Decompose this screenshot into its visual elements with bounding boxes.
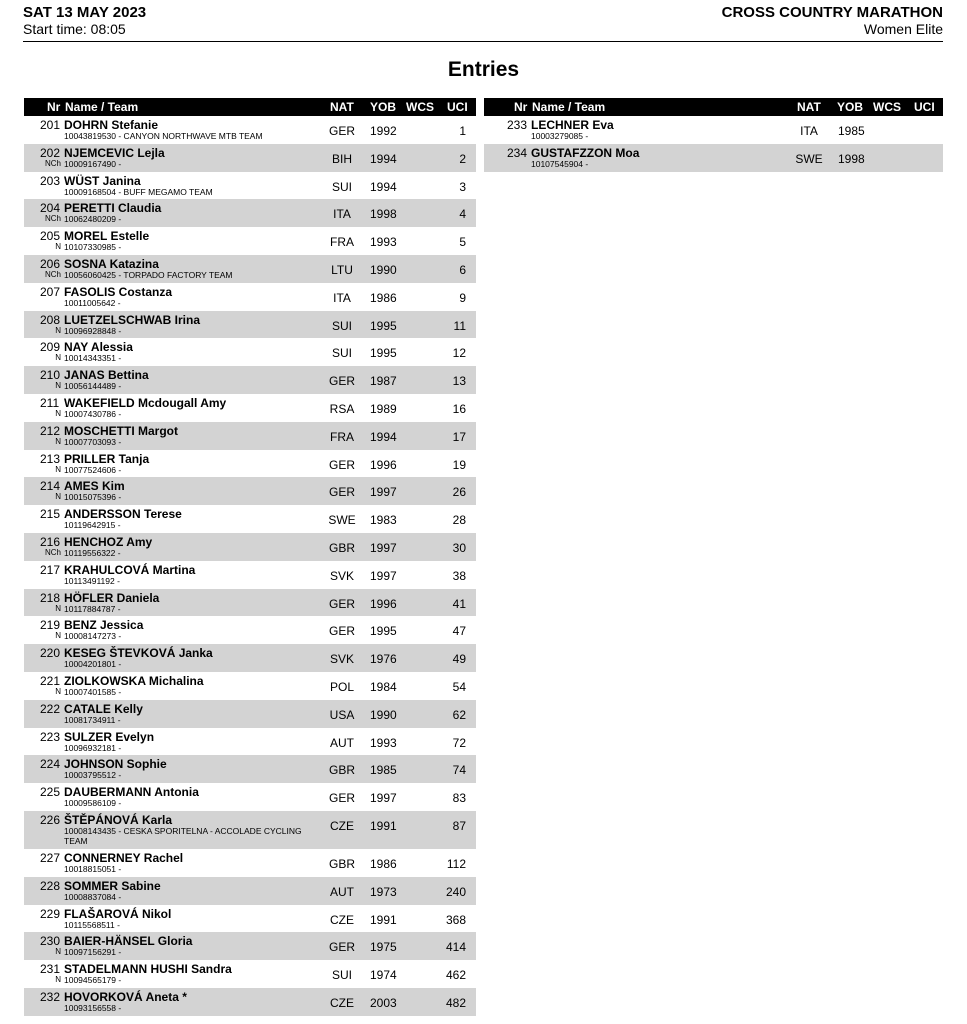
rider-name: SOSNA Katazina	[64, 256, 159, 271]
table-row	[24, 450, 476, 478]
rider-category: N	[55, 975, 61, 985]
table-row	[24, 366, 476, 394]
rider-category: N	[55, 947, 61, 957]
rider-category: N	[55, 353, 61, 363]
table-row	[24, 700, 476, 728]
rider-id-team: 10119556322 -	[64, 547, 121, 558]
nationality: CZE	[330, 912, 354, 927]
rider-id-team: 10018815051 -	[64, 863, 122, 874]
uci-rank: 16	[452, 401, 466, 416]
header-nr: Nr	[514, 100, 528, 114]
rider-name: KRAHULCOVÁ Martina	[64, 562, 196, 577]
nationality: GER	[328, 457, 355, 472]
header-yob: YOB	[370, 100, 397, 114]
year-of-birth: 1985	[838, 124, 865, 138]
nationality: GBR	[328, 856, 355, 871]
nationality: POL	[329, 679, 354, 694]
uci-rank: 74	[452, 763, 466, 778]
rider-category: N	[55, 242, 61, 252]
bib-number: 230	[40, 934, 61, 949]
nationality: CZE	[330, 995, 354, 1010]
rider-id-team: 10115568511 -	[64, 919, 120, 930]
bib-number: 212	[40, 423, 61, 438]
rider-name: BENZ Jessica	[64, 618, 144, 633]
bib-number: 225	[40, 785, 61, 800]
year-of-birth: 1986	[370, 856, 397, 871]
rider-name: ANDERSSON Terese	[64, 507, 182, 522]
table-row	[24, 811, 476, 849]
uci-rank: 72	[452, 735, 466, 750]
uci-rank: 5	[459, 235, 466, 250]
header-name-team: Name / Team	[65, 100, 139, 114]
rider-name: BAIER-HÄNSEL Gloria	[64, 934, 193, 949]
nationality: SUI	[331, 346, 352, 361]
uci-rank: 462	[445, 968, 466, 983]
uci-rank: 240	[445, 884, 466, 899]
rider-name: AMES Kim	[64, 479, 125, 494]
rider-name: STADELMANN HUSHI Sandra	[64, 962, 232, 977]
bib-number: 220	[40, 646, 61, 661]
year-of-birth: 1996	[370, 596, 397, 611]
rider-category: N	[55, 686, 61, 696]
bib-number: 208	[40, 312, 61, 327]
rider-id-team: 10093156558 -	[64, 1002, 122, 1013]
rider-name: LECHNER Eva	[531, 118, 614, 132]
year-of-birth: 1997	[370, 485, 397, 500]
year-of-birth: 1995	[370, 318, 397, 333]
event-category: Women Elite	[863, 21, 943, 37]
uci-rank: 4	[459, 207, 466, 222]
rider-name: CATALE Kelly	[64, 701, 143, 716]
nationality: AUT	[330, 735, 354, 750]
rider-name: PRILLER Tanja	[64, 451, 150, 466]
table-row	[24, 533, 476, 561]
table-row	[24, 255, 476, 283]
table-row	[24, 172, 476, 200]
uci-rank: 6	[459, 262, 466, 277]
table-row	[24, 672, 476, 700]
rider-name: ZIOLKOWSKA Michalina	[64, 673, 204, 688]
rider-name: GUSTAFZZON Moa	[531, 145, 640, 160]
rider-name: DAUBERMANN Antonia	[64, 785, 199, 800]
rider-id-team: 10107330985 -	[64, 242, 122, 253]
rider-category: NCh	[44, 214, 61, 224]
rider-name: WAKEFIELD Mcdougall Amy	[64, 395, 227, 410]
rider-name: JOHNSON Sophie	[64, 757, 167, 772]
event-date: SAT 13 MAY 2023	[23, 4, 147, 21]
rider-category: N	[55, 436, 61, 446]
year-of-birth: 1990	[370, 262, 397, 277]
nationality: ITA	[800, 124, 818, 138]
bib-number: 233	[507, 118, 528, 132]
uci-rank: 112	[446, 856, 466, 871]
rider-id-team: 10077524606 -	[64, 464, 122, 475]
bib-number: 203	[40, 173, 61, 188]
bib-number: 216	[40, 534, 61, 549]
table-row	[24, 227, 476, 255]
year-of-birth: 1975	[370, 940, 397, 955]
uci-rank: 87	[452, 818, 466, 833]
rider-id-team: 10007401585 -	[64, 686, 122, 697]
header-left	[23, 4, 146, 38]
nationality: GER	[328, 624, 355, 639]
rider-id-team: 10008837084 -	[64, 891, 122, 902]
year-of-birth: 1997	[370, 568, 397, 583]
nationality: SVK	[329, 568, 354, 583]
rider-id-team: 10094565179 -	[64, 975, 122, 986]
year-of-birth: 1973	[370, 884, 397, 899]
table-body	[24, 116, 476, 1016]
year-of-birth: 2003	[370, 995, 397, 1010]
rider-id-team: 10097156291 -	[64, 947, 122, 958]
uci-rank: 26	[452, 485, 466, 500]
table-row	[24, 561, 476, 589]
rider-name: CONNERNEY Rachel	[64, 850, 184, 865]
rider-name: WÜST Janina	[64, 173, 141, 188]
table-row	[24, 199, 476, 227]
rider-id-team: 10107545904 -	[531, 158, 589, 169]
nationality: SUI	[331, 318, 352, 333]
nationality: AUT	[330, 884, 354, 899]
rider-id-team: 10096928848 -	[64, 325, 122, 336]
uci-rank: 62	[452, 707, 466, 722]
uci-rank: 83	[452, 791, 466, 806]
uci-rank: 482	[445, 995, 466, 1010]
year-of-birth: 1983	[370, 513, 397, 528]
nationality: USA	[329, 707, 355, 722]
table-header	[24, 98, 476, 116]
nationality: GER	[328, 124, 355, 138]
table-row	[24, 755, 476, 783]
rider-name: HOVORKOVÁ Aneta *	[64, 989, 187, 1004]
year-of-birth: 1994	[370, 429, 397, 444]
bib-number: 231	[40, 962, 61, 977]
table-row	[24, 783, 476, 811]
year-of-birth: 1993	[370, 735, 397, 750]
rider-id-team: 10081734911 -	[64, 714, 121, 725]
table-row	[24, 116, 476, 144]
year-of-birth: 1993	[370, 235, 397, 250]
bib-number: 221	[40, 673, 61, 688]
table-header	[484, 98, 943, 116]
bib-number: 209	[40, 340, 61, 355]
page-title: Entries	[447, 58, 520, 81]
rider-id-team: 10096932181 -	[64, 742, 122, 753]
year-of-birth: 1995	[370, 624, 397, 639]
table-body	[484, 116, 943, 172]
bib-number: 228	[40, 878, 61, 893]
nationality: FRA	[330, 429, 354, 444]
bib-number: 218	[40, 590, 61, 605]
bib-number: 210	[40, 368, 61, 383]
year-of-birth: 1996	[370, 457, 397, 472]
table-row	[24, 394, 476, 422]
uci-rank: 414	[445, 940, 466, 955]
year-of-birth: 1991	[370, 912, 397, 927]
bib-number: 214	[40, 479, 61, 494]
nationality: ITA	[333, 290, 351, 305]
rider-id-team: 10117884787 -	[64, 603, 121, 614]
table-row	[24, 338, 476, 366]
nationality: GBR	[328, 540, 355, 555]
start-time: Start time: 08:05	[23, 21, 126, 37]
rider-category: N	[55, 492, 61, 502]
table-row	[24, 144, 476, 172]
bib-number: 234	[507, 145, 528, 160]
uci-rank: 47	[452, 624, 466, 639]
rider-category: NCh	[44, 547, 61, 557]
nationality: GER	[328, 791, 355, 806]
rider-id-team: 10007703093 -	[64, 436, 122, 447]
rider-id-team: 10008147273 -	[64, 631, 122, 642]
table-row	[24, 505, 476, 533]
table-row	[24, 932, 476, 960]
nationality: SWE	[328, 513, 356, 528]
table-row	[24, 728, 476, 756]
rider-category: NCh	[44, 158, 61, 168]
table-row	[24, 644, 476, 672]
nationality: GER	[328, 485, 355, 500]
bib-number: 207	[40, 284, 61, 299]
bib-number: 232	[40, 989, 61, 1004]
year-of-birth: 1998	[838, 151, 865, 166]
uci-rank: 9	[459, 290, 466, 305]
table-row	[24, 283, 476, 311]
rider-category: N	[55, 464, 61, 474]
rider-id-team: 10004201801 -	[64, 659, 122, 670]
header-nat: NAT	[330, 100, 354, 114]
rider-name: NAY Alessia	[64, 340, 133, 355]
rider-name: SULZER Evelyn	[64, 729, 155, 744]
table-row	[24, 988, 476, 1016]
uci-rank: 13	[452, 374, 466, 389]
nationality: GER	[328, 374, 355, 389]
year-of-birth: 1998	[370, 207, 397, 222]
bib-number: 204	[40, 201, 61, 216]
year-of-birth: 1997	[370, 540, 397, 555]
rider-name: NJEMCEVIC Lejla	[64, 145, 165, 160]
rider-id-team: 10056060425 - TORPADO FACTORY TEAM	[64, 269, 233, 280]
year-of-birth: 1986	[370, 290, 397, 305]
rider-category: N	[55, 603, 61, 613]
rider-id-team: 10015075396 -	[64, 492, 122, 503]
uci-rank: 11	[453, 318, 466, 333]
bib-number: 226	[40, 812, 61, 827]
header-divider	[23, 41, 943, 42]
rider-id-team: 10056144489 -	[64, 381, 122, 392]
nationality: GER	[328, 596, 355, 611]
year-of-birth: 1995	[370, 346, 397, 361]
table-row	[24, 589, 476, 617]
year-of-birth: 1991	[370, 818, 397, 833]
year-of-birth: 1976	[370, 652, 397, 667]
rider-name: LUETZELSCHWAB Irina	[64, 312, 201, 327]
rider-id-team: 10003279085 -	[531, 131, 589, 141]
uci-rank: 368	[445, 912, 466, 927]
header-name-team: Name / Team	[532, 100, 606, 114]
rider-name: FASOLIS Costanza	[64, 284, 173, 299]
uci-rank: 17	[452, 429, 466, 444]
rider-name: DOHRN Stefanie	[64, 118, 159, 132]
header-nat: NAT	[797, 100, 821, 114]
nationality: SVK	[329, 652, 354, 667]
header-uci: UCI	[914, 100, 935, 114]
rider-name: FLAŠAROVÁ Nikol	[64, 906, 172, 921]
uci-rank: 38	[452, 568, 466, 583]
rider-name: ŠTĚPÁNOVÁ Karla	[64, 812, 173, 827]
rider-id-team: 10113491192 -	[64, 575, 120, 586]
rider-category: N	[55, 631, 61, 641]
entries-table-left	[24, 98, 476, 1016]
uci-rank: 41	[452, 596, 466, 611]
rider-name: MOSCHETTI Margot	[64, 423, 178, 438]
bib-number: 206	[40, 256, 61, 271]
rider-id-team: 10009167490 -	[64, 158, 122, 169]
year-of-birth: 1997	[370, 791, 397, 806]
rider-name: MOREL Estelle	[64, 229, 150, 244]
rider-id-team: 10062480209 -	[64, 214, 122, 225]
rider-id-team: 10009168504 - BUFF MEGAMO TEAM	[64, 186, 213, 197]
table-row	[24, 422, 476, 450]
bib-number: 211	[40, 395, 60, 410]
table-row	[24, 477, 476, 505]
rider-name: SOMMER Sabine	[64, 878, 161, 893]
bib-number: 215	[40, 507, 61, 522]
entries-table-right	[484, 98, 943, 172]
nationality: RSA	[329, 401, 355, 416]
table-row	[24, 960, 476, 988]
rider-id-team: 10008143435 - CESKA SPORITELNA - ACCOLADE CYCLING TEAM	[64, 825, 302, 846]
nationality: FRA	[330, 235, 354, 250]
rider-id-team: 10007430786 -	[64, 408, 122, 419]
uci-rank: 3	[459, 179, 466, 194]
nationality: BIH	[331, 151, 352, 166]
nationality: GBR	[328, 763, 355, 778]
bib-number: 219	[40, 618, 61, 633]
uci-rank: 2	[459, 151, 466, 166]
uci-rank: 1	[459, 124, 466, 138]
bib-number: 213	[40, 451, 61, 466]
nationality: SWE	[795, 151, 823, 166]
bib-number: 224	[40, 757, 61, 772]
year-of-birth: 1974	[370, 968, 397, 983]
table-row	[484, 144, 943, 172]
rider-id-team: 10003795512 -	[64, 770, 122, 781]
rider-category: N	[55, 408, 61, 418]
nationality: GER	[328, 940, 355, 955]
bib-number: 201	[40, 118, 61, 132]
uci-rank: 30	[452, 540, 466, 555]
table-row	[24, 849, 476, 877]
event-name: CROSS COUNTRY MARATHON	[721, 4, 943, 21]
bib-number: 222	[40, 701, 61, 716]
bib-number: 217	[40, 562, 61, 577]
header-right	[722, 4, 943, 38]
nationality: SUI	[331, 968, 352, 983]
table-row	[484, 116, 943, 144]
bib-number: 202	[40, 145, 61, 160]
bib-number: 229	[40, 906, 61, 921]
uci-rank: 54	[452, 679, 466, 694]
bib-number: 227	[40, 850, 61, 865]
table-row	[24, 877, 476, 905]
nationality: ITA	[333, 207, 351, 222]
table-row	[24, 616, 476, 644]
header-wcs: WCS	[406, 100, 434, 114]
rider-name: JANAS Bettina	[64, 368, 149, 383]
year-of-birth: 1987	[370, 374, 397, 389]
year-of-birth: 1989	[370, 401, 397, 416]
year-of-birth: 1984	[370, 679, 397, 694]
uci-rank: 12	[452, 346, 466, 361]
rider-id-team: 10009586109 -	[64, 798, 122, 809]
nationality: CZE	[330, 818, 354, 833]
year-of-birth: 1990	[370, 707, 397, 722]
rider-name: KESEG ŠTEVKOVÁ Janka	[64, 646, 213, 661]
rider-id-team: 10014343351 -	[64, 353, 122, 364]
bib-number: 223	[40, 729, 61, 744]
header-wcs: WCS	[873, 100, 901, 114]
uci-rank: 28	[452, 513, 466, 528]
bib-number: 205	[40, 229, 61, 244]
uci-rank: 49	[452, 652, 466, 667]
year-of-birth: 1992	[370, 124, 397, 138]
rider-category: NCh	[44, 269, 61, 279]
header-yob: YOB	[837, 100, 864, 114]
nationality: SUI	[331, 179, 352, 194]
rider-category: N	[55, 381, 61, 391]
nationality: LTU	[331, 262, 353, 277]
header-nr: Nr	[47, 100, 61, 114]
rider-id-team: 10119642915 -	[64, 520, 121, 531]
rider-category: N	[55, 325, 61, 335]
uci-rank: 19	[452, 457, 466, 472]
rider-name: PERETTI Claudia	[64, 201, 162, 216]
table-row	[24, 311, 476, 339]
table-row	[24, 905, 476, 933]
rider-name: HENCHOZ Amy	[64, 534, 153, 549]
year-of-birth: 1985	[370, 763, 397, 778]
rider-id-team: 10043819530 - CANYON NORTHWAVE MTB TEAM	[64, 131, 263, 141]
rider-name: HÖFLER Daniela	[64, 590, 160, 605]
year-of-birth: 1994	[370, 179, 397, 194]
rider-id-team: 10011005642 -	[64, 297, 121, 308]
header-uci: UCI	[447, 100, 468, 114]
year-of-birth: 1994	[370, 151, 397, 166]
